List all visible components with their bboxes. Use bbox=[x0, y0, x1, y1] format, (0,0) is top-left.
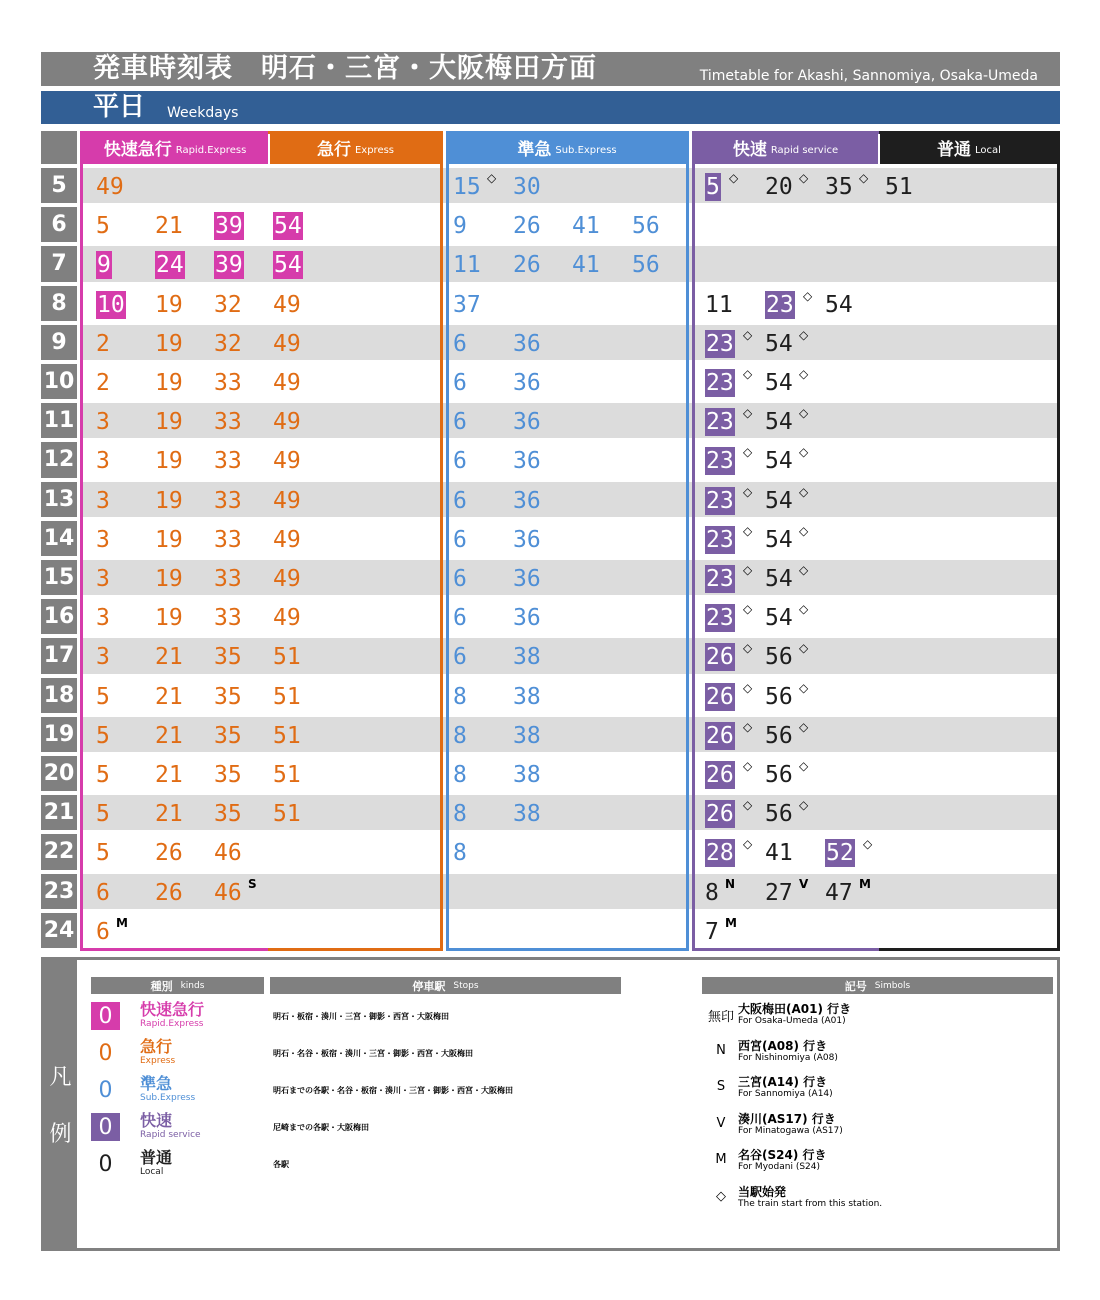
departure-time: 32 bbox=[214, 291, 242, 318]
departure-time: 3 bbox=[96, 644, 110, 671]
column-header-english: Rapid service bbox=[770, 144, 839, 156]
legend-symbol-mark: ◇ bbox=[716, 1188, 726, 1204]
departure-time: 35 bbox=[214, 801, 242, 828]
departure-time: 49 bbox=[96, 174, 124, 200]
hour-label: 21 bbox=[41, 795, 77, 830]
departure-time: 52 bbox=[826, 840, 854, 867]
legend-kind-name: 急行 bbox=[140, 1037, 173, 1056]
departure-time: 19 bbox=[155, 409, 183, 436]
legend-symbol-mark: S bbox=[716, 1079, 726, 1094]
rapid-express-frame bbox=[80, 131, 270, 951]
origin-diamond-icon: ◇ bbox=[743, 406, 753, 421]
legend-kind-stops: 各駅 bbox=[273, 1160, 289, 1169]
destination-mark: S bbox=[248, 876, 257, 891]
departure-time: 23 bbox=[706, 409, 734, 436]
hour-label: 10 bbox=[41, 364, 77, 399]
hour-label: 7 bbox=[41, 246, 77, 281]
page-title: 発車時刻表 明石・三宮・大阪梅田方面 bbox=[93, 53, 597, 84]
departure-time: 51 bbox=[273, 683, 301, 710]
departure-time: 36 bbox=[513, 526, 541, 553]
legend-kind-label bbox=[140, 1038, 175, 1066]
departure-time: 35 bbox=[825, 174, 853, 200]
departure-time: 39 bbox=[215, 252, 243, 279]
legend-kind-name: 快速急行 bbox=[140, 1000, 205, 1019]
origin-diamond-icon: ◇ bbox=[799, 367, 809, 381]
departure-time: 7 bbox=[705, 918, 719, 945]
departure-time: 51 bbox=[273, 644, 301, 671]
hour-label: 6 bbox=[41, 207, 77, 242]
origin-diamond-icon: ◇ bbox=[799, 798, 809, 813]
destination-mark: N bbox=[725, 876, 736, 891]
departure-time: 30 bbox=[513, 174, 541, 200]
origin-diamond-icon: ◇ bbox=[743, 641, 753, 656]
legend-symbol-english: The train start from this station. bbox=[738, 1198, 883, 1209]
hour-label: 11 bbox=[41, 403, 77, 438]
legend-symbols-header-english: Simbols bbox=[874, 980, 911, 991]
departure-time: 36 bbox=[513, 566, 541, 592]
departure-time: 54 bbox=[274, 213, 302, 240]
destination-mark: M bbox=[725, 915, 737, 930]
origin-diamond-icon: ◇ bbox=[743, 563, 753, 577]
hour-label: 15 bbox=[41, 560, 77, 595]
departure-time: 11 bbox=[453, 252, 481, 279]
legend-symbol-destination: 当駅始発 bbox=[738, 1184, 787, 1199]
departure-time: 26 bbox=[513, 213, 541, 240]
legend-kind-english: Sub.Express bbox=[140, 1093, 196, 1103]
departure-time: 23 bbox=[706, 448, 734, 475]
departure-time: 35 bbox=[214, 762, 242, 788]
departure-time: 5 bbox=[706, 174, 720, 200]
departure-time: 6 bbox=[96, 879, 110, 906]
legend-kind-label bbox=[140, 1149, 172, 1177]
departure-time: 33 bbox=[214, 566, 242, 592]
departure-time: 36 bbox=[513, 330, 541, 357]
legend-symbol-english: For Nishinomiya (A08) bbox=[738, 1052, 838, 1063]
legend-symbol-destination: 湊川(AS17) 行き bbox=[738, 1111, 836, 1126]
departure-time: 5 bbox=[96, 213, 110, 240]
departure-time: 56 bbox=[632, 213, 660, 240]
departure-time: 26 bbox=[155, 879, 183, 906]
column-header-english: Local bbox=[975, 144, 1001, 156]
departure-time: 15 bbox=[453, 174, 481, 200]
origin-diamond-icon: ◇ bbox=[743, 523, 753, 538]
departure-time: 33 bbox=[214, 448, 242, 475]
departure-time: 54 bbox=[765, 566, 793, 592]
legend-symbol-description bbox=[738, 1075, 833, 1099]
origin-diamond-icon: ◇ bbox=[799, 445, 809, 460]
origin-diamond-icon: ◇ bbox=[799, 406, 809, 421]
departure-time: 32 bbox=[214, 330, 242, 357]
local-frame bbox=[879, 131, 1060, 951]
departure-time: 33 bbox=[214, 370, 242, 396]
origin-diamond-icon: ◇ bbox=[743, 327, 753, 342]
hour-label: 17 bbox=[41, 638, 77, 673]
departure-time: 26 bbox=[155, 840, 183, 867]
departure-time: 35 bbox=[214, 722, 242, 749]
hour-label: 14 bbox=[41, 521, 77, 556]
departure-time: 46 bbox=[214, 879, 242, 906]
legend-symbol-mark: 無印 bbox=[707, 1010, 734, 1025]
departure-time: 36 bbox=[513, 409, 541, 436]
origin-diamond-icon: ◇ bbox=[743, 445, 753, 460]
origin-diamond-icon: ◇ bbox=[863, 837, 873, 852]
departure-time: 6 bbox=[453, 448, 467, 475]
departure-time: 3 bbox=[96, 526, 110, 553]
departure-time: 54 bbox=[765, 605, 793, 632]
hour-label: 24 bbox=[41, 913, 77, 948]
column-header-english: Express bbox=[354, 144, 395, 156]
departure-time: 33 bbox=[214, 526, 242, 553]
hour-label: 18 bbox=[41, 678, 77, 713]
hour-label: 20 bbox=[41, 756, 77, 791]
departure-time: 23 bbox=[706, 487, 734, 514]
departure-time: 56 bbox=[765, 644, 793, 671]
legend bbox=[41, 957, 1060, 1251]
legend-side-char: 凡 bbox=[49, 1065, 72, 1090]
legend-symbol-destination: 大阪梅田(A01) 行き bbox=[738, 1002, 852, 1016]
departure-time: 41 bbox=[572, 252, 600, 279]
departure-time: 26 bbox=[706, 683, 734, 710]
destination-mark: M bbox=[116, 915, 128, 930]
origin-diamond-icon: ◇ bbox=[743, 837, 753, 852]
origin-diamond-icon: ◇ bbox=[799, 327, 809, 342]
departure-time: 46 bbox=[214, 840, 242, 867]
departure-time: 33 bbox=[214, 409, 242, 436]
origin-diamond-icon: ◇ bbox=[803, 288, 813, 303]
legend-kind-sample: 0 bbox=[98, 1077, 113, 1103]
departure-time: 49 bbox=[273, 291, 301, 318]
departure-time: 3 bbox=[96, 605, 110, 632]
departure-time: 56 bbox=[632, 252, 660, 279]
origin-diamond-icon: ◇ bbox=[859, 171, 869, 185]
legend-stops-header-english: Stops bbox=[453, 980, 479, 991]
departure-time: 23 bbox=[766, 291, 794, 318]
departure-time: 21 bbox=[155, 762, 183, 788]
departure-time: 56 bbox=[765, 683, 793, 710]
hour-label: 13 bbox=[41, 482, 77, 517]
origin-diamond-icon: ◇ bbox=[743, 367, 753, 381]
legend-kind-english: Rapid service bbox=[140, 1130, 201, 1140]
origin-diamond-icon: ◇ bbox=[799, 602, 809, 617]
departure-time: 54 bbox=[765, 330, 793, 357]
departure-time: 38 bbox=[513, 644, 541, 671]
origin-diamond-icon: ◇ bbox=[487, 171, 497, 185]
legend-symbol-destination: 名谷(S24) 行き bbox=[738, 1148, 827, 1162]
origin-diamond-icon: ◇ bbox=[743, 759, 753, 773]
sub-express-frame bbox=[446, 131, 689, 951]
departure-time: 21 bbox=[155, 801, 183, 828]
departure-time: 5 bbox=[96, 683, 110, 710]
departure-time: 5 bbox=[96, 801, 110, 828]
departure-time: 38 bbox=[513, 762, 541, 788]
hour-label: 12 bbox=[41, 442, 77, 477]
departure-time: 3 bbox=[96, 448, 110, 475]
hour-label: 5 bbox=[41, 168, 77, 203]
departure-time: 49 bbox=[273, 526, 301, 553]
legend-kind-sample: 0 bbox=[98, 1151, 113, 1177]
departure-time: 20 bbox=[765, 174, 793, 200]
legend-side-label bbox=[44, 960, 77, 1248]
legend-side-char: 例 bbox=[49, 1122, 72, 1147]
departure-time: 26 bbox=[513, 252, 541, 279]
departure-time: 54 bbox=[274, 252, 302, 279]
departure-time: 6 bbox=[453, 526, 467, 553]
legend-symbol-destination: 西宮(A08) 行き bbox=[738, 1038, 828, 1053]
hour-header-corner bbox=[41, 131, 77, 164]
hour-label: 16 bbox=[41, 599, 77, 634]
departure-time: 5 bbox=[96, 762, 110, 788]
departure-time: 19 bbox=[155, 605, 183, 632]
departure-time: 35 bbox=[214, 683, 242, 710]
legend-symbol-mark: M bbox=[715, 1152, 727, 1167]
day-type-english: Weekdays bbox=[167, 105, 239, 121]
departure-time: 6 bbox=[453, 409, 467, 436]
legend-symbols-header-label: 記号 bbox=[844, 979, 867, 993]
departure-time: 54 bbox=[765, 370, 793, 396]
departure-time: 37 bbox=[453, 291, 481, 318]
departure-time: 19 bbox=[155, 566, 183, 592]
legend-symbol-english: For Sannomiya (A14) bbox=[738, 1089, 833, 1099]
departure-time: 23 bbox=[706, 526, 734, 553]
legend-kind-label bbox=[140, 1001, 204, 1029]
legend-symbol-mark: V bbox=[716, 1115, 726, 1131]
departure-time: 51 bbox=[273, 801, 301, 828]
departure-time: 51 bbox=[273, 762, 301, 788]
departure-time: 38 bbox=[513, 722, 541, 749]
legend-symbol-english: For Minatogawa (AS17) bbox=[738, 1125, 843, 1136]
legend-symbol-destination: 三宮(A14) 行き bbox=[738, 1075, 828, 1089]
departure-time: 36 bbox=[513, 448, 541, 475]
origin-diamond-icon: ◇ bbox=[729, 171, 739, 185]
departure-time: 6 bbox=[453, 644, 467, 671]
departure-time: 51 bbox=[885, 174, 913, 200]
legend-stops-header-label: 停車駅 bbox=[412, 979, 446, 993]
departure-time: 3 bbox=[96, 566, 110, 592]
departure-time: 19 bbox=[155, 526, 183, 553]
legend-kind-stops: 明石までの各駅・名谷・板宿・湊川・三宮・御影・西宮・大阪梅田 bbox=[273, 1086, 513, 1095]
departure-time: 23 bbox=[706, 370, 734, 396]
day-type-bar bbox=[41, 91, 1060, 124]
departure-time: 26 bbox=[706, 644, 734, 671]
departure-time: 27 bbox=[765, 879, 793, 906]
origin-diamond-icon: ◇ bbox=[799, 171, 809, 185]
hour-label: 9 bbox=[41, 325, 77, 360]
departure-time: 8 bbox=[453, 762, 467, 788]
departure-time: 54 bbox=[765, 487, 793, 514]
legend-symbol-english: For Myodani (S24) bbox=[738, 1162, 821, 1172]
origin-diamond-icon: ◇ bbox=[743, 680, 753, 695]
legend-kinds-header bbox=[91, 977, 264, 994]
departure-time: 11 bbox=[705, 291, 733, 318]
legend-symbol-description bbox=[738, 1112, 843, 1136]
column-header-label: 準急 bbox=[517, 140, 552, 160]
column-header-label: 快速 bbox=[732, 140, 767, 160]
legend-kind-english: Local bbox=[140, 1167, 164, 1177]
departure-time: 49 bbox=[273, 409, 301, 436]
legend-kind-sample: 0 bbox=[98, 1040, 113, 1066]
departure-time: 8 bbox=[453, 801, 467, 828]
departure-time: 23 bbox=[706, 566, 734, 592]
departure-time: 36 bbox=[513, 370, 541, 396]
departure-time: 49 bbox=[273, 605, 301, 632]
destination-mark: M bbox=[859, 876, 871, 891]
departure-time: 54 bbox=[765, 526, 793, 553]
departure-time: 19 bbox=[155, 448, 183, 475]
departure-time: 6 bbox=[453, 370, 467, 396]
column-header-label: 急行 bbox=[316, 140, 351, 160]
origin-diamond-icon: ◇ bbox=[743, 484, 753, 499]
departure-time: 23 bbox=[706, 330, 734, 357]
departure-time: 49 bbox=[273, 487, 301, 514]
departure-time: 9 bbox=[97, 252, 111, 279]
legend-symbol-description bbox=[738, 1039, 838, 1063]
legend-kind-stops: 明石・名谷・板宿・湊川・三宮・御影・西宮・大阪梅田 bbox=[273, 1049, 473, 1058]
origin-diamond-icon: ◇ bbox=[799, 759, 809, 773]
departure-time: 23 bbox=[706, 605, 734, 632]
departure-time: 6 bbox=[453, 330, 467, 357]
legend-kind-stops: 明石・板宿・湊川・三宮・御影・西宮・大阪梅田 bbox=[273, 1012, 449, 1021]
departure-time: 19 bbox=[155, 330, 183, 357]
origin-diamond-icon: ◇ bbox=[799, 680, 809, 695]
departure-time: 19 bbox=[155, 291, 183, 318]
departure-time: 5 bbox=[96, 722, 110, 749]
departure-time: 8 bbox=[453, 840, 467, 867]
departure-time: 6 bbox=[453, 605, 467, 632]
departure-time: 19 bbox=[155, 487, 183, 514]
departure-time: 33 bbox=[214, 487, 242, 514]
hour-label: 8 bbox=[41, 286, 77, 321]
page-title-english: Timetable for Akashi, Sannomiya, Osaka-Umeda bbox=[699, 68, 1038, 84]
departure-time: 3 bbox=[96, 487, 110, 514]
legend-kinds-header-label: 種別 bbox=[150, 979, 173, 993]
departure-time: 38 bbox=[513, 683, 541, 710]
origin-diamond-icon: ◇ bbox=[743, 602, 753, 617]
departure-time: 54 bbox=[765, 448, 793, 475]
departure-time: 8 bbox=[453, 683, 467, 710]
legend-symbol-description bbox=[738, 1002, 851, 1026]
departure-time: 26 bbox=[706, 801, 734, 828]
hour-label: 22 bbox=[41, 834, 77, 869]
legend-kind-sample: 0 bbox=[91, 1113, 120, 1141]
legend-kind-english: Rapid.Express bbox=[140, 1019, 204, 1029]
departure-time: 54 bbox=[765, 409, 793, 436]
legend-symbols-header bbox=[702, 977, 1053, 994]
departure-time: 39 bbox=[215, 213, 243, 240]
departure-time: 56 bbox=[765, 801, 793, 828]
origin-diamond-icon: ◇ bbox=[799, 484, 809, 499]
departure-time: 41 bbox=[572, 213, 600, 240]
legend-symbol-english: For Osaka-Umeda (A01) bbox=[738, 1016, 846, 1026]
departure-time: 35 bbox=[214, 644, 242, 671]
destination-mark: V bbox=[799, 876, 809, 891]
departure-time: 51 bbox=[273, 722, 301, 749]
legend-kind-name: 普通 bbox=[140, 1148, 173, 1167]
departure-time: 49 bbox=[273, 448, 301, 475]
departure-time: 6 bbox=[453, 487, 467, 514]
legend-kind-label bbox=[140, 1075, 195, 1103]
departure-time: 41 bbox=[765, 840, 793, 867]
departure-time: 10 bbox=[97, 291, 125, 318]
origin-diamond-icon: ◇ bbox=[743, 798, 753, 813]
departure-time: 19 bbox=[155, 370, 183, 396]
legend-kind-sample: 0 bbox=[91, 1002, 120, 1030]
column-header-label: 普通 bbox=[937, 140, 972, 160]
origin-diamond-icon: ◇ bbox=[799, 641, 809, 656]
departure-time: 8 bbox=[453, 722, 467, 749]
departure-time: 24 bbox=[156, 252, 184, 279]
departure-time: 5 bbox=[96, 840, 110, 867]
legend-kind-english: Express bbox=[140, 1056, 176, 1066]
departure-time: 56 bbox=[765, 762, 793, 788]
origin-diamond-icon: ◇ bbox=[799, 523, 809, 538]
rapid-service-frame bbox=[692, 131, 881, 951]
departure-time: 26 bbox=[706, 722, 734, 749]
departure-time: 2 bbox=[96, 330, 110, 357]
departure-time: 47 bbox=[825, 879, 853, 906]
departure-time: 9 bbox=[453, 213, 467, 240]
legend-symbol-mark: N bbox=[716, 1042, 726, 1058]
departure-time: 3 bbox=[96, 409, 110, 436]
hour-label: 19 bbox=[41, 717, 77, 752]
departure-time: 49 bbox=[273, 330, 301, 357]
departure-time: 38 bbox=[513, 801, 541, 828]
departure-time: 21 bbox=[155, 722, 183, 749]
departure-time: 6 bbox=[96, 918, 110, 945]
departure-time: 49 bbox=[273, 370, 301, 396]
departure-time: 56 bbox=[765, 722, 793, 749]
departure-time: 6 bbox=[453, 566, 467, 592]
origin-diamond-icon: ◇ bbox=[743, 719, 753, 734]
hour-label: 23 bbox=[41, 874, 77, 909]
legend-kinds-header-english: kinds bbox=[180, 980, 205, 991]
legend-kind-name: 準急 bbox=[140, 1074, 173, 1093]
column-header-english: Rapid.Express bbox=[175, 144, 247, 156]
legend-stops-header bbox=[270, 977, 621, 994]
legend-symbol-description bbox=[738, 1148, 827, 1172]
origin-diamond-icon: ◇ bbox=[799, 563, 809, 577]
legend-kind-label bbox=[140, 1112, 201, 1140]
departure-time: 26 bbox=[706, 762, 734, 788]
departure-time: 21 bbox=[155, 213, 183, 240]
departure-time: 28 bbox=[706, 840, 734, 867]
legend-symbol-description bbox=[738, 1185, 882, 1209]
column-header-label: 快速急行 bbox=[103, 140, 172, 160]
origin-diamond-icon: ◇ bbox=[799, 719, 809, 734]
express-frame bbox=[268, 131, 443, 951]
departure-time: 36 bbox=[513, 487, 541, 514]
departure-time: 21 bbox=[155, 683, 183, 710]
legend-kind-name: 快速 bbox=[140, 1111, 173, 1130]
legend-kind-stops: 尼崎までの各駅・大阪梅田 bbox=[273, 1123, 369, 1132]
departure-time: 36 bbox=[513, 605, 541, 632]
day-type-label: 平日 bbox=[93, 92, 146, 122]
departure-time: 8 bbox=[705, 879, 719, 906]
departure-time: 2 bbox=[96, 370, 110, 396]
departure-time: 49 bbox=[273, 566, 301, 592]
departure-time: 54 bbox=[825, 291, 853, 318]
column-header-english: Sub.Express bbox=[555, 144, 617, 156]
title-bar bbox=[41, 52, 1060, 86]
departure-time: 21 bbox=[155, 644, 183, 671]
departure-time: 33 bbox=[214, 605, 242, 632]
